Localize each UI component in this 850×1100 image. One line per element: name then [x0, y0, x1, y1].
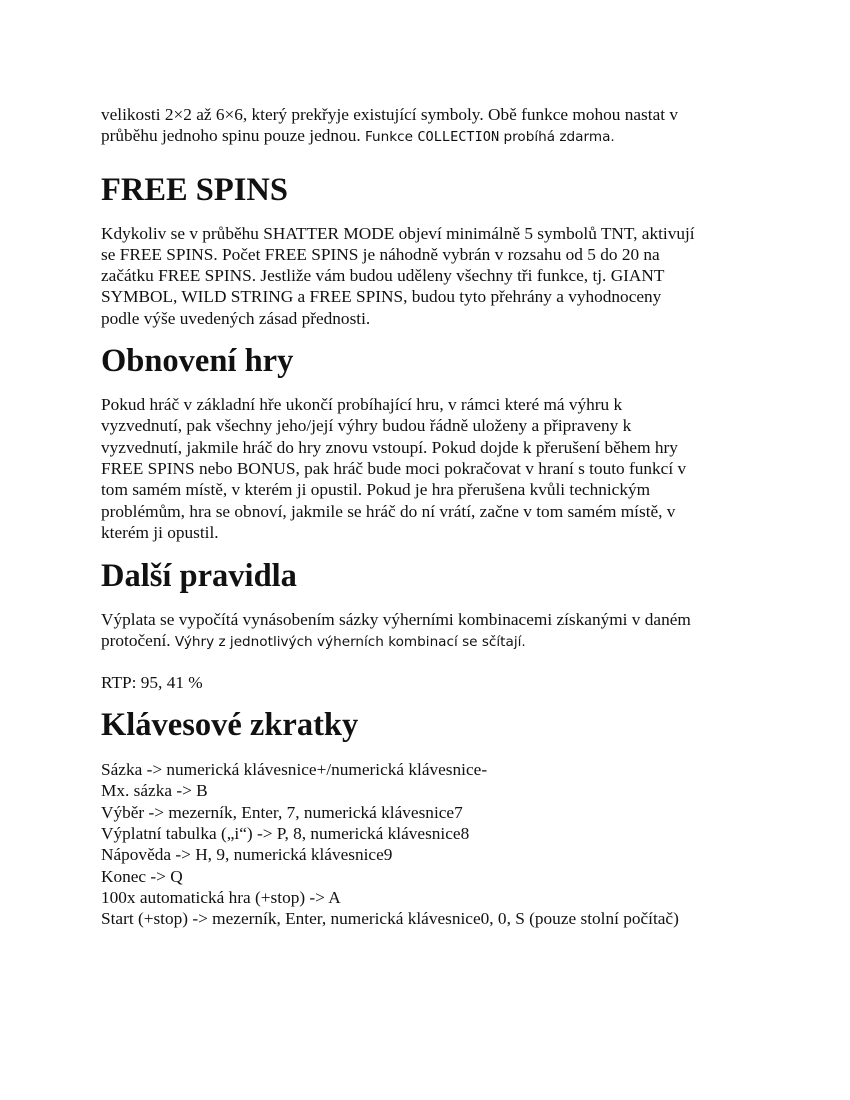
shortcut-item: Konec -> Q [101, 866, 183, 886]
shortcut-item: Nápověda -> H, 9, numerická klávesnice9 [101, 845, 393, 865]
free-spins-line: SYMBOL, WILD STRING a FREE SPINS, budou tyto přehrány a vyhodnoceny [101, 287, 662, 307]
shortcut-list [101, 759, 761, 929]
obnoveni-line: vyzvednutí, jakmile hráč do hry znovu vstoupí. Pokud dojde k přerušení během hry [101, 437, 678, 457]
free-spins-line: začátku FREE SPINS. Jestliže vám budou uděleny všechny tři funkce, tj. GIANT [101, 266, 665, 286]
obnoveni-paragraph [101, 394, 761, 543]
heading-dalsi-pravidla: Další pravidla [101, 558, 297, 595]
shortcut-item: Výplatní tabulka („i“) -> P, 8, numerická klávesnice8 [101, 823, 470, 843]
shortcut-item: Mx. sázka -> B [101, 781, 208, 801]
dalsi-line-2-sans: Výhry z jednotlivých výherních kombinací se sčítají. [174, 634, 526, 651]
free-spins-line: se FREE SPINS. Počet FREE SPINS je náhodně vybrán v rozsahu od 5 do 20 na [101, 244, 660, 264]
shortcut-item: Sázka -> numerická klávesnice+/numerická klávesnice- [101, 760, 488, 780]
free-spins-line: Kdykoliv se v průběhu SHATTER MODE objeví minimálně 5 symbolů TNT, aktivují [101, 223, 695, 243]
shortcut-item: Výběr -> mezerník, Enter, 7, numerická klávesnice7 [101, 802, 463, 822]
dalsi-line-2-text: protočení. [101, 631, 175, 651]
heading-free-spins: FREE SPINS [101, 171, 288, 208]
intro-collection-code: COLLECTION [417, 129, 500, 146]
shortcut-item: 100x automatická hra (+stop) -> A [101, 887, 341, 907]
shortcut-item: Start (+stop) -> mezerník, Enter, numerická klávesnice0, 0, S (pouze stolní počítač) [101, 909, 679, 929]
intro-paragraph [101, 104, 761, 149]
intro-line-1: velikosti 2×2 až 6×6, který prekřyje existující symboly. Obě funkce mohou nastat v [101, 105, 679, 124]
heading-klavesove-zkratky: Klávesové zkratky [101, 707, 359, 744]
free-spins-paragraph [101, 223, 761, 329]
obnoveni-line: FREE SPINS nebo BONUS, pak hráč bude moci pokračovat v hraní s touto funkcí v [101, 458, 687, 478]
document-page [101, 98, 761, 929]
dalsi-line-1: Výplata se vypočítá vynásobením sázky výherními kombinacemi získanými v daném [101, 610, 691, 630]
dalsi-paragraph [101, 609, 761, 654]
obnoveni-line: vyzvednutí, pak všechny jeho/její výhry budou řádně uloženy a připraveny k [101, 416, 632, 436]
heading-obnoveni-hry: Obnovení hry [101, 343, 294, 380]
rtp-value: RTP: 95, 41 % [101, 672, 203, 692]
obnoveni-line: Pokud hráč v základní hře ukončí probíhající hru, v rámci které má výhru k [101, 395, 623, 415]
intro-line-2-sans-b: probíhá zdarma. [499, 129, 615, 146]
intro-line-2-text: průběhu jednoho spinu pouze jednou. [101, 126, 365, 146]
intro-line-2-sans-a: Funkce [364, 129, 418, 146]
obnoveni-line: problémům, hra se obnoví, jakmile se hráč do ní vrátí, začne v tom samém místě, v [101, 501, 676, 521]
obnoveni-line: tom samém místě, v kterém ji opustil. Pokud je hra přerušena kvůli technickým [101, 480, 651, 500]
obnoveni-line: kterém ji opustil. [101, 522, 219, 542]
free-spins-line: podle výše uvedených zásad přednosti. [101, 308, 371, 328]
